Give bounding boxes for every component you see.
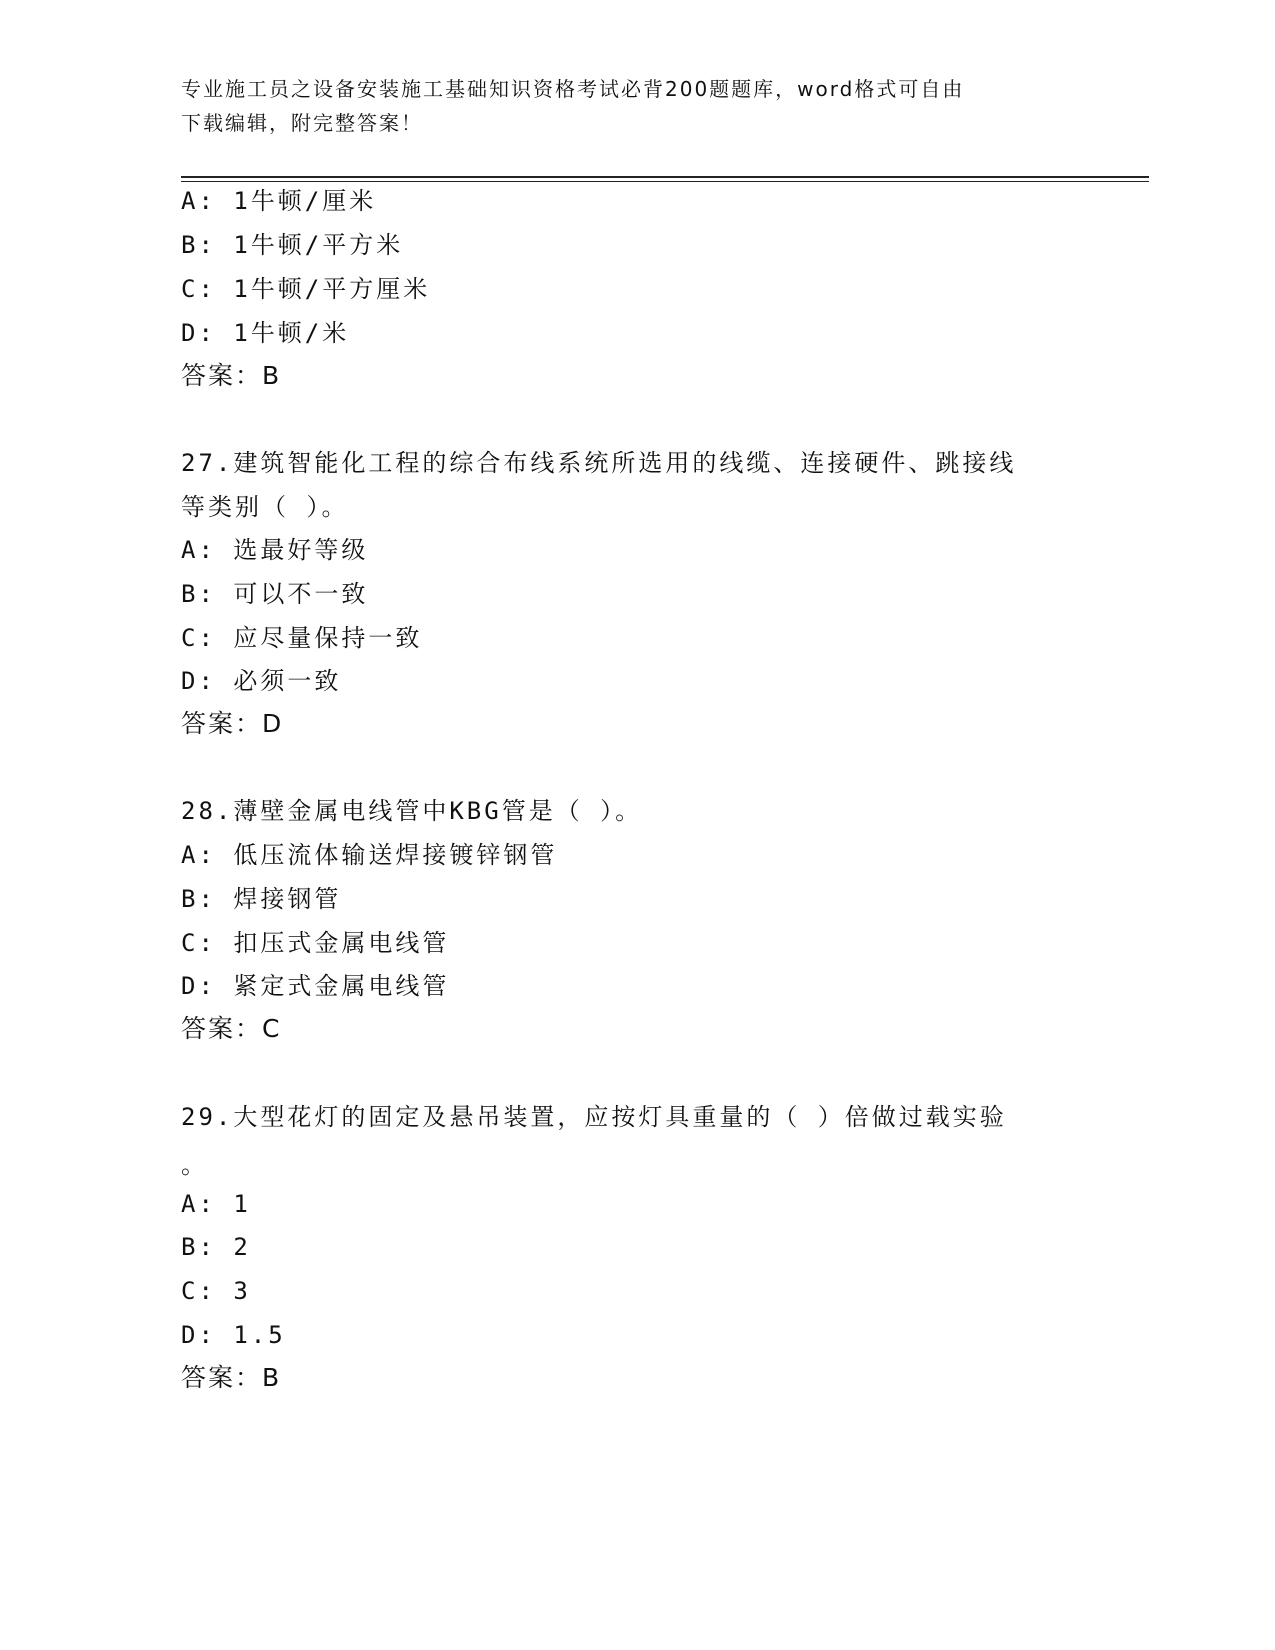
q27-option-a: A: 选最好等级	[181, 536, 369, 564]
q27-option-d: D: 必须一致	[181, 667, 342, 695]
q26-option-a: A: 1牛顿/厘米	[181, 187, 377, 215]
q27-question-line1: 27.建筑智能化工程的综合布线系统所选用的线缆、连接硬件、跳接线	[181, 449, 1017, 477]
q28-answer: 答案：C	[181, 1014, 282, 1043]
q29-option-a: A: 1	[181, 1190, 251, 1218]
q27-option-c: C: 应尽量保持一致	[181, 624, 423, 652]
header-title-line1: 专业施工员之设备安装施工基础知识资格考试必背200题题库，word格式可自由	[181, 77, 965, 101]
q28-option-d: D: 紧定式金属电线管	[181, 972, 450, 1000]
q29-option-c: C: 3	[181, 1277, 251, 1305]
q29-answer: 答案：B	[181, 1363, 282, 1392]
q28-option-a: A: 低压流体输送焊接镀锌钢管	[181, 841, 558, 869]
q27-answer: 答案：D	[181, 709, 284, 738]
q26-option-c: C: 1牛顿/平方厘米	[181, 275, 431, 303]
header-divider-thin	[181, 181, 1149, 182]
q26-option-d: D: 1牛顿/米	[181, 319, 350, 347]
q28-option-b: B: 焊接钢管	[181, 885, 342, 913]
q27-question-line2: 等类别（ ）。	[181, 493, 349, 521]
q26-answer: 答案：B	[181, 361, 282, 390]
q29-question-line2: 。	[181, 1151, 208, 1179]
q29-option-b: B: 2	[181, 1233, 251, 1261]
q26-option-b: B: 1牛顿/平方米	[181, 231, 404, 259]
header-title-line2: 下载编辑，附完整答案！	[181, 111, 423, 135]
q28-option-c: C: 扣压式金属电线管	[181, 929, 450, 957]
q29-question-line1: 29.大型花灯的固定及悬吊装置，应按灯具重量的（ ）倍做过载实验	[181, 1103, 1007, 1131]
q27-option-b: B: 可以不一致	[181, 580, 369, 608]
q29-option-d: D: 1.5	[181, 1321, 286, 1349]
q28-question-line1: 28.薄壁金属电线管中KBG管是（ ）。	[181, 797, 643, 825]
document-header	[181, 72, 1081, 140]
header-divider-thick	[181, 176, 1149, 178]
